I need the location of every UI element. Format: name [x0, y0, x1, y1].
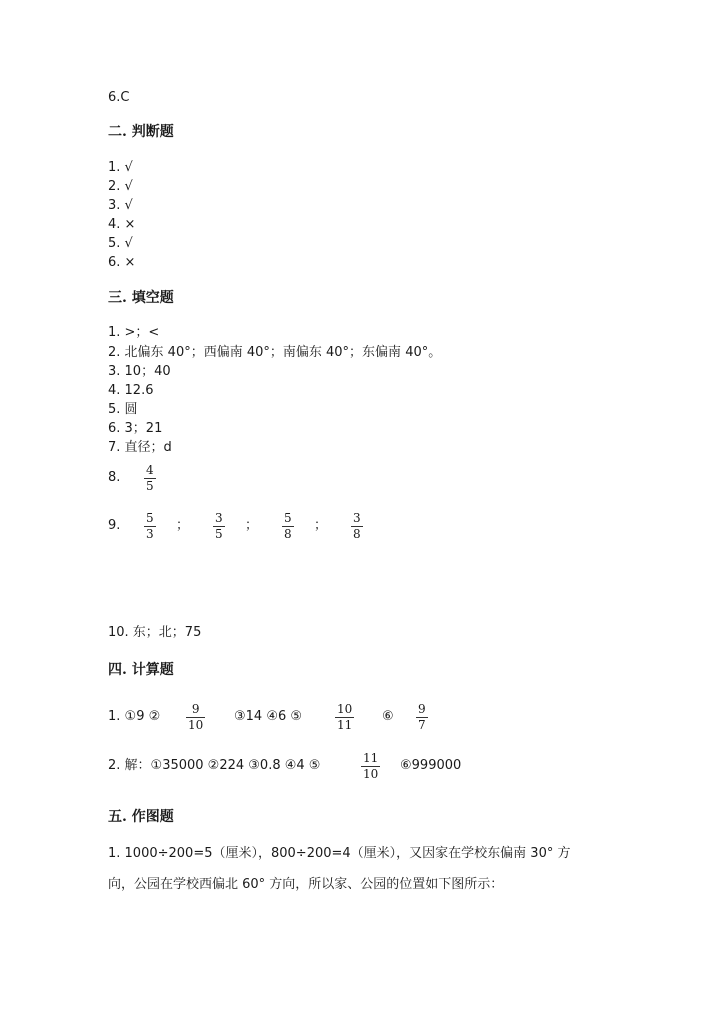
fill-item-2: 2. 北偏东 40°；西偏南 40°；南偏东 40°；东偏南 40°。 [108, 345, 442, 360]
fraction [351, 512, 363, 541]
judgment-item-5: 5. √ [108, 236, 133, 251]
fraction-numerator: 11 [363, 751, 379, 765]
fraction-denominator: 10 [188, 718, 204, 732]
answer-6: 6.C [108, 90, 130, 105]
fraction-denominator: 8 [353, 527, 361, 541]
judgment-item-4: 4. × [108, 217, 136, 232]
fraction-numerator: 5 [284, 511, 292, 525]
fill-item-4: 4. 12.6 [108, 383, 154, 398]
fraction-denominator: 5 [215, 527, 223, 541]
fraction-denominator: 8 [284, 527, 292, 541]
section-heading-judgment: 二. 判断题 [108, 124, 174, 140]
fill-item-6: 6. 3；21 [108, 421, 163, 436]
fraction [144, 464, 156, 493]
calc-1-part-c: ⑥ [382, 709, 394, 724]
section-heading-calculation: 四. 计算题 [108, 662, 174, 678]
fraction-numerator: 3 [215, 511, 223, 525]
fraction-numerator: 9 [191, 702, 200, 716]
fill-item-8-label: 8. [108, 470, 121, 485]
calc-2-part-b: ⑥999000 [400, 758, 462, 773]
fill-item-5: 5. 圆 [108, 402, 138, 417]
fraction-numerator: 3 [353, 511, 361, 525]
fraction-denominator: 10 [363, 767, 379, 781]
calc-1-part-b: ③14 ④6 ⑤ [234, 709, 303, 724]
separator: ； [245, 518, 259, 533]
fill-item-7: 7. 直径；d [108, 440, 172, 455]
fraction [213, 512, 225, 541]
calc-1-part-a: 1. ①9 ② [108, 709, 161, 724]
fraction [144, 512, 156, 541]
fraction-numerator: 4 [146, 463, 154, 477]
fraction-numerator: 10 [337, 702, 353, 716]
fraction [361, 752, 380, 781]
fraction-denominator: 7 [418, 718, 426, 732]
separator: ； [176, 518, 190, 533]
drawing-answer-line-1: 1. 1000÷200=5（厘米），800÷200=4（厘米），又因家在学校东偏南 30° 方 [108, 846, 571, 861]
drawing-answer-line-2: 向，公园在学校西偏北 60° 方向，所以家、公园的位置如下图所示： [108, 877, 504, 892]
judgment-item-6: 6. × [108, 255, 136, 270]
fill-item-10: 10. 东；北；75 [108, 625, 202, 640]
fraction [416, 703, 428, 732]
judgment-item-2: 2. √ [108, 179, 133, 194]
fraction-denominator: 3 [146, 527, 154, 541]
fraction-numerator: 9 [418, 702, 426, 716]
fraction [335, 703, 354, 732]
judgment-item-1: 1. √ [108, 160, 133, 175]
fill-item-1: 1. >；< [108, 325, 160, 340]
fill-item-3: 3. 10；40 [108, 364, 171, 379]
fraction-denominator: 11 [337, 718, 353, 732]
fraction-denominator: 5 [146, 479, 154, 493]
fraction-numerator: 5 [146, 511, 154, 525]
fraction [186, 703, 205, 732]
section-heading-drawing: 五. 作图题 [108, 809, 174, 825]
section-heading-fill-blank: 三. 填空题 [108, 290, 174, 306]
fraction [282, 512, 294, 541]
fill-item-9-label: 9. [108, 518, 121, 533]
calc-2-part-a: 2. 解：①35000 ②224 ③0.8 ④4 ⑤ [108, 758, 321, 773]
separator: ； [314, 518, 328, 533]
judgment-item-3: 3. √ [108, 198, 133, 213]
